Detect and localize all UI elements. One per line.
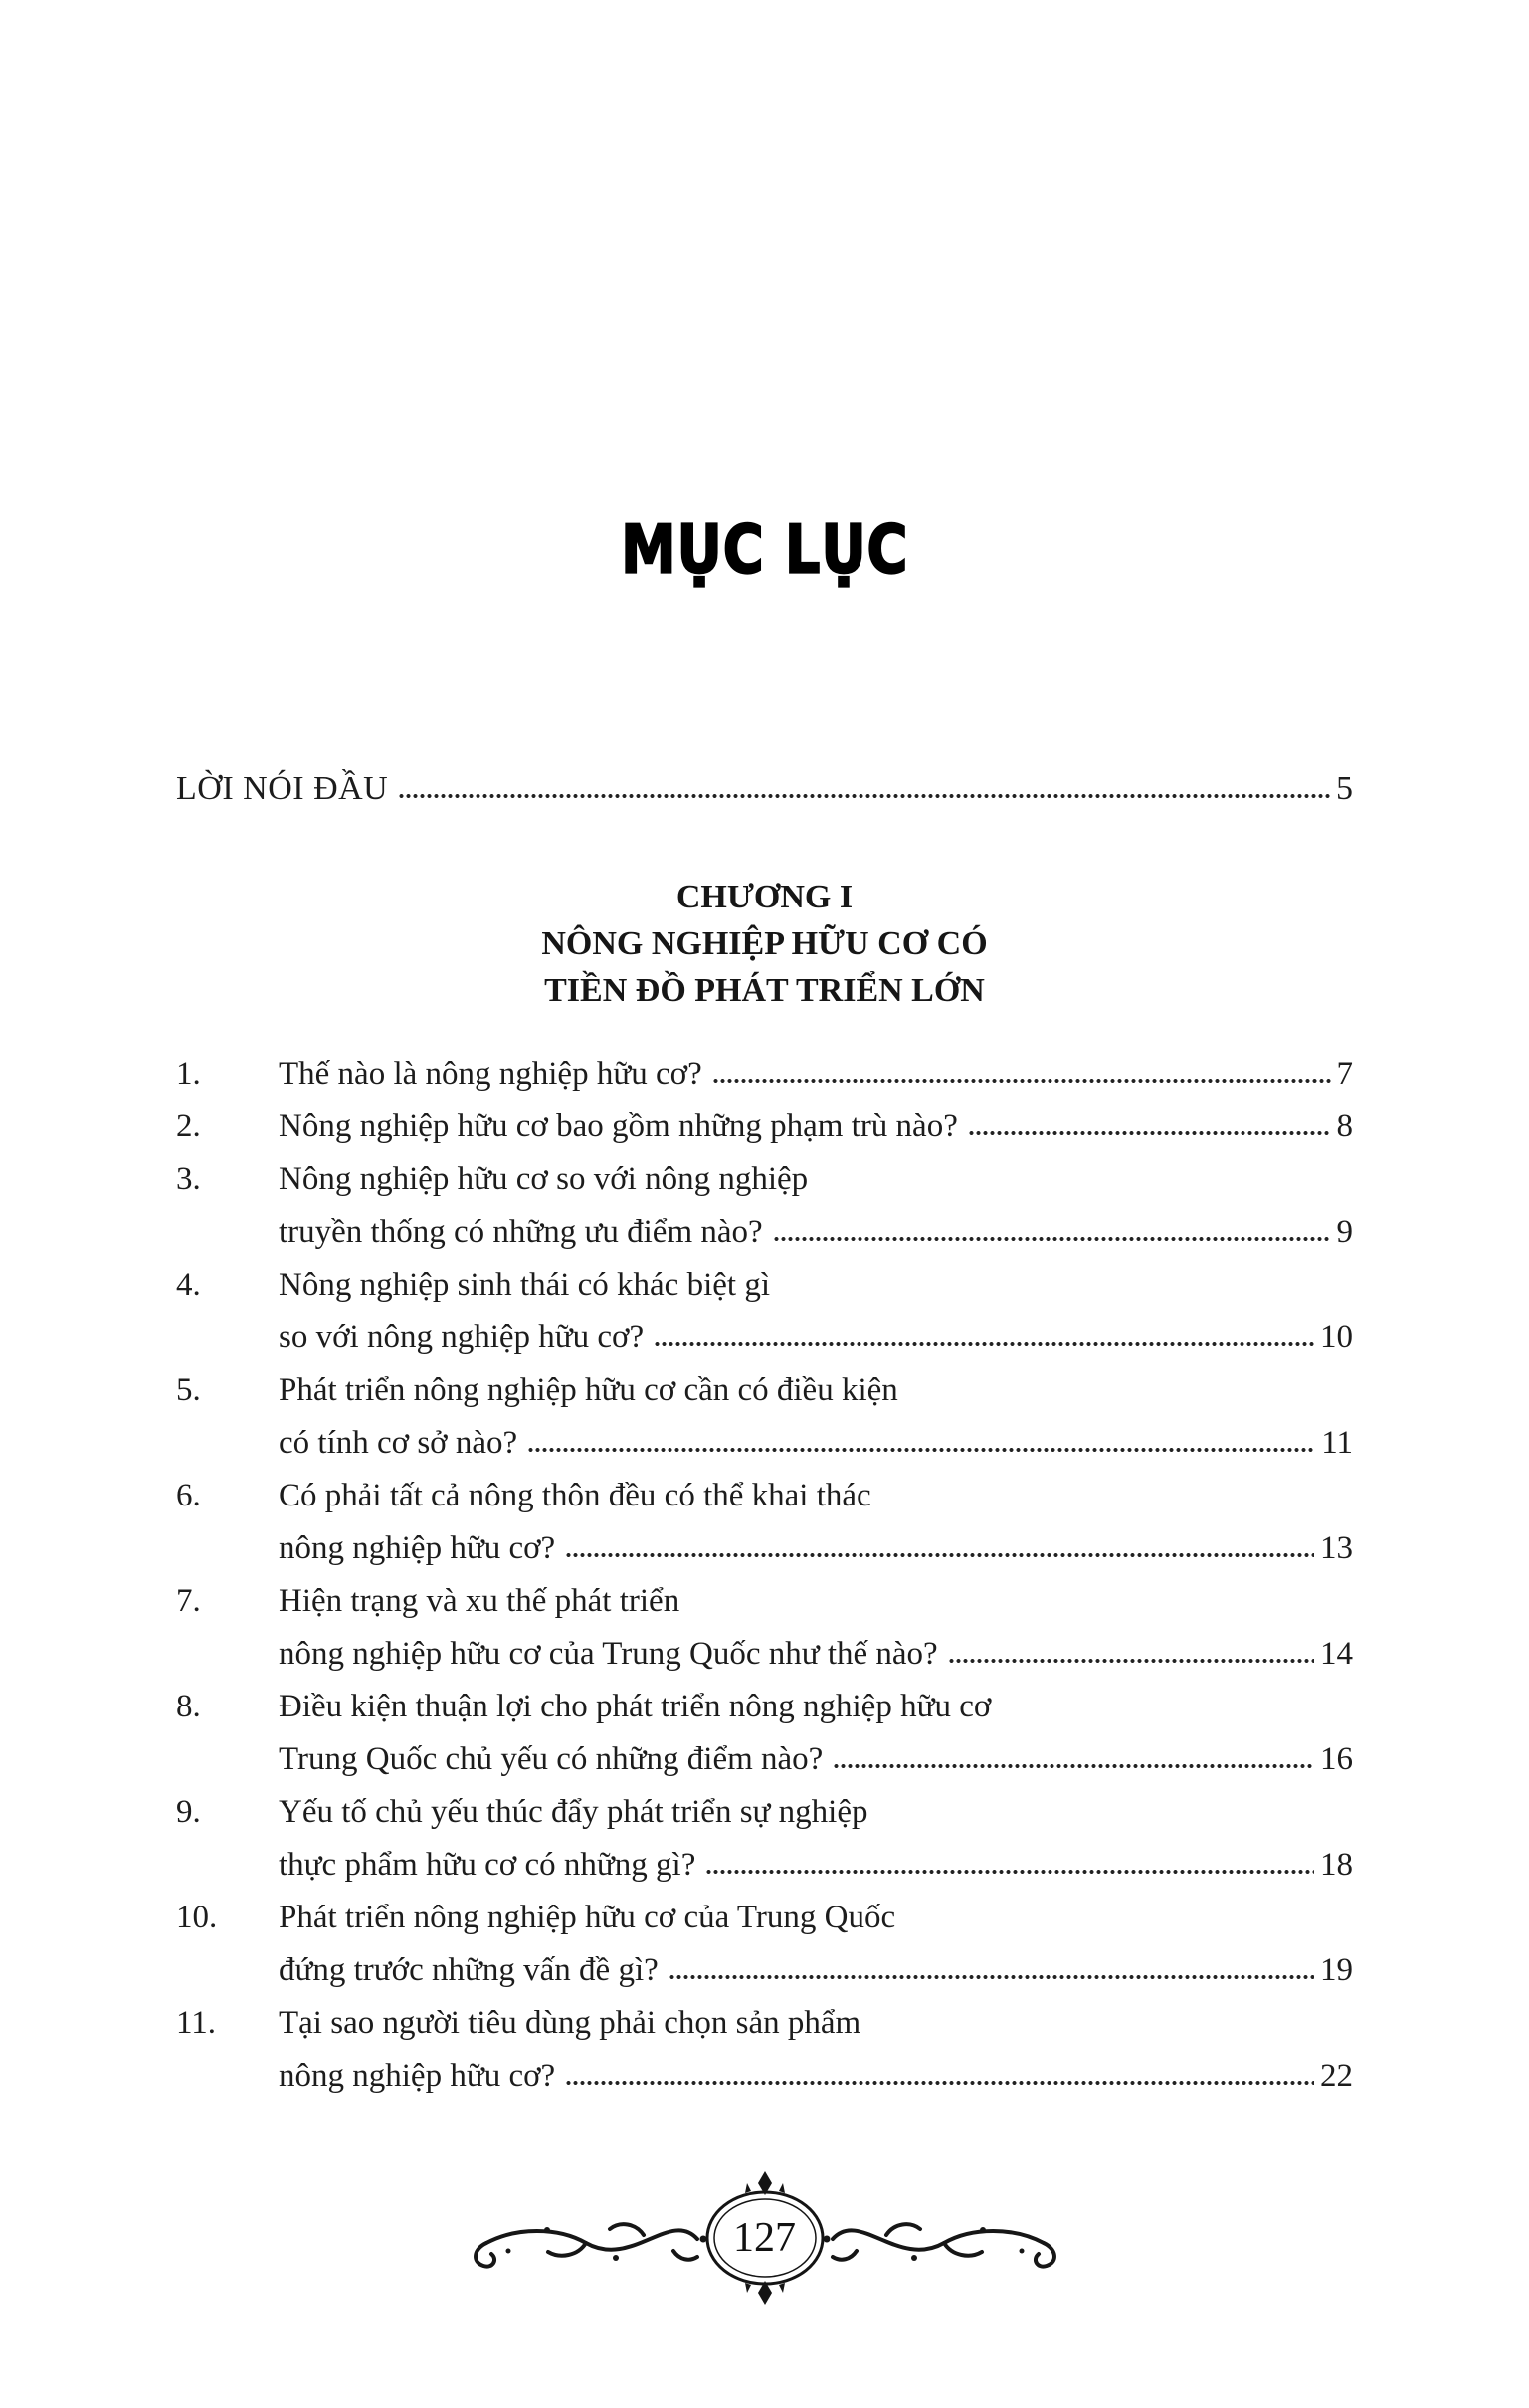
page-title [176, 510, 1353, 589]
entry-text: Trung Quốc chủ yếu có những điểm nào? [279, 1741, 824, 1777]
entry-number: 4. [176, 1267, 201, 1303]
chapter-heading-line-2: NÔNG NGHIỆP HỮU CƠ CÓ [541, 925, 988, 962]
entry-text: Có phải tất cả nông thôn đều có thể khai thác [279, 1478, 871, 1513]
entry-page-number: 16 [1320, 1741, 1353, 1777]
toc-content [0, 510, 1529, 2103]
toc-entry [176, 1681, 1353, 1786]
entry-text: Yếu tố chủ yếu thúc đẩy phát triển sự nghiệp [279, 1794, 868, 1830]
chapter-heading-line-1: CHƯƠNG I [675, 879, 854, 915]
dot-leader [968, 1130, 1331, 1136]
entry-page-number: 10 [1320, 1319, 1353, 1355]
entry-page-number: 18 [1320, 1847, 1353, 1883]
entry-number: 1. [176, 1056, 201, 1092]
dot-leader [654, 1341, 1314, 1347]
entry-number: 5. [176, 1372, 201, 1408]
dot-leader [712, 1078, 1331, 1084]
entry-number: 11. [176, 2005, 217, 2041]
entry-number: 2. [176, 1108, 201, 1144]
dot-leader [565, 2080, 1314, 2086]
preface-label: LỜI NÓI ĐẦU [176, 770, 389, 807]
entry-number: 8. [176, 1689, 201, 1724]
dot-leader [773, 1236, 1331, 1242]
toc-entry [176, 1364, 1353, 1470]
entry-page-number: 8 [1336, 1108, 1353, 1144]
entry-number: 7. [176, 1583, 201, 1619]
entry-text: Phát triển nông nghiệp hữu cơ của Trung Quốc [279, 1900, 896, 1935]
dot-leader [527, 1447, 1315, 1453]
preface-page-number: 5 [1336, 770, 1353, 807]
entry-text: Nông nghiệp hữu cơ bao gồm những phạm trù nào? [279, 1108, 958, 1144]
entry-text: thực phẩm hữu cơ có những gì? [279, 1847, 696, 1883]
entry-page-number: 14 [1320, 1636, 1353, 1672]
dot-leader [948, 1658, 1314, 1664]
entry-number: 10. [176, 1900, 218, 1935]
entry-text: Nông nghiệp hữu cơ so với nông nghiệp [279, 1161, 809, 1197]
entry-text: có tính cơ sở nào? [279, 1425, 518, 1461]
toc-entry [176, 1786, 1353, 1892]
toc-entry [176, 1892, 1353, 1997]
toc-entry [176, 1101, 1353, 1153]
toc-list [176, 1048, 1353, 2103]
entry-text: Hiện trạng và xu thế phát triển [279, 1583, 680, 1619]
toc-entry [176, 1153, 1353, 1259]
toc-entry [176, 1470, 1353, 1575]
entry-page-number: 22 [1320, 2058, 1353, 2094]
folio-page-number: 127 [733, 2215, 796, 2261]
entry-text: nông nghiệp hữu cơ của Trung Quốc như thế nào? [279, 1636, 938, 1672]
toc-entry [176, 1259, 1353, 1364]
entry-text: so với nông nghiệp hữu cơ? [279, 1319, 645, 1355]
entry-number: 6. [176, 1478, 201, 1513]
entry-page-number: 13 [1320, 1530, 1353, 1566]
entry-text: Điều kiện thuận lợi cho phát triển nông nghiệp hữu cơ [279, 1689, 992, 1724]
dot-leader [705, 1869, 1314, 1875]
dot-leader [833, 1763, 1314, 1769]
entry-text: Nông nghiệp sinh thái có khác biệt gì [279, 1267, 770, 1303]
footer-ornament [447, 2163, 1083, 2312]
entry-number: 3. [176, 1161, 201, 1197]
toc-entry [176, 1997, 1353, 2103]
entry-text: Phát triển nông nghiệp hữu cơ cần có điều kiện [279, 1372, 898, 1408]
dot-leader [669, 1974, 1314, 1980]
entry-text: Tại sao người tiêu dùng phải chọn sản phẩm [279, 2005, 861, 2041]
toc-entry [176, 1575, 1353, 1681]
entry-text: nông nghiệp hữu cơ? [279, 2058, 556, 2094]
entry-page-number: 9 [1336, 1214, 1353, 1250]
dot-leader [398, 793, 1330, 799]
entry-text: nông nghiệp hữu cơ? [279, 1530, 556, 1566]
entry-text: Thế nào là nông nghiệp hữu cơ? [279, 1056, 702, 1092]
entry-page-number: 19 [1320, 1952, 1353, 1988]
entry-page-number: 7 [1336, 1056, 1353, 1092]
entry-text: truyền thống có những ưu điểm nào? [279, 1214, 763, 1250]
dot-leader [565, 1552, 1314, 1558]
entry-text: đứng trước những vấn đề gì? [279, 1952, 659, 1988]
chapter-heading-line-3: TIỀN ĐỒ PHÁT TRIỂN LỚN [544, 972, 985, 1009]
chapter-heading [176, 874, 1353, 1014]
preface-row [176, 766, 1353, 812]
entry-number: 9. [176, 1794, 201, 1830]
toc-entry [176, 1048, 1353, 1101]
entry-page-number: 11 [1321, 1425, 1353, 1461]
page-title-text: MỤC LỤC [620, 510, 909, 589]
